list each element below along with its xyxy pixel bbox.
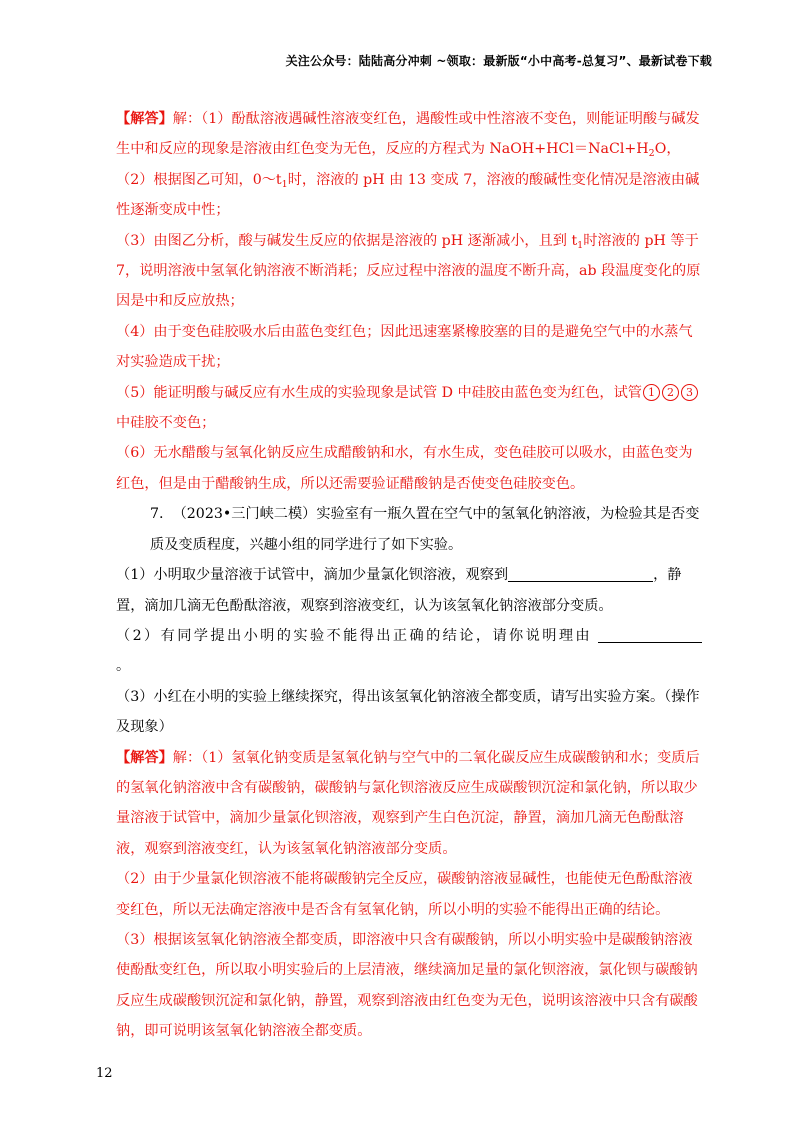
answer-blank-1[interactable] bbox=[508, 565, 653, 582]
answer6-paragraph-2: （2）根据图乙可知，$0\sim t_1$时，溶液的 pH 由 13 变成 7，溶液的酸碱性变化情况是溶液由碱性逐渐变成中性； bbox=[116, 171, 700, 219]
answer7-paragraph-2: （2）由于少量氯化钡溶液不能将碳酸钠完全反应，碳酸钠溶液显碱性，也能使无色酚酞溶液变红色，所以无法确定溶液中是否含有氢氧化钠，所以小明的实验不能得出正确的结论。 bbox=[116, 871, 693, 918]
answer-tag: 【解答】 bbox=[116, 749, 173, 766]
answer7-paragraph-3: （3）根据该氢氧化钠溶液全都变质，即溶液中只含有碳酸钠，所以小明实验中是碳酸钠溶液使酚酞变红色，所以取小明实验后的上层清液，继续滴加足量的氯化钡溶液，氯化钡与碳酸钠反应生成碳酸钡沉淀和氯化钠，静置，观察到溶液由红色变为无色，说明该溶液中只含有碳酸钠，即可说明该氢氧化钠溶液全都变质。 bbox=[116, 931, 698, 1040]
answer-section-7 bbox=[116, 743, 702, 1047]
question7-part-1: （1）小明取少量溶液于试管中，滴加少量氯化钡溶液，观察到 ，静置，滴加几滴无色酚酞溶液，观察到溶液变红，认为该氢氧化钠溶液部分变质。 bbox=[116, 567, 682, 614]
question7-part-2-end: 。 bbox=[116, 658, 131, 675]
answer6-paragraph-3: （3）由图乙分析，酸与碱发生反应的依据是溶液的 pH 逐渐减小，且到 $t_1$时溶液的 pH 等于 7，说明溶液中氢氧化钠溶液不断消耗；反应过程中溶液的温度不断升高，ab 段温度变化的原因是中和反应放热； bbox=[116, 232, 701, 310]
question7-intro: 7. （2023•三门峡二模）实验室有一瓶久置在空气中的氢氧化钠溶液，为检验其是否变质及变质程度，兴趣小组的同学进行了如下实验。 bbox=[150, 506, 700, 553]
circled-number-2: 2 bbox=[662, 384, 679, 401]
page-number: 12 bbox=[96, 1066, 113, 1081]
circled-number-3: 3 bbox=[681, 384, 698, 401]
question7-part-2: （2）有同学提出小明的实验不能得出正确的结论，请你说明理由 bbox=[116, 621, 702, 651]
answer6-paragraph-5: （5）能证明酸与碱反应有水生成的实验现象是试管 D 中硅胶由蓝色变为红色，试管 1 2 3中硅胶不变色； bbox=[116, 378, 702, 439]
answer7-paragraph-1: 【解答】解：（1）氢氧化钠变质是氢氧化钠与空气中的二氧化碳反应生成碳酸钠和水；变质后的氢氧化钠溶液中含有碳酸钠，碳酸钠与氯化钡溶液反应生成碳酸钡沉淀和氯化钠，所以取少量溶液于试管中，滴加少量氯化钡溶液，观察到产生白色沉淀，静置，滴加几滴无色酚酞溶液，观察到溶液变红，认为该氢氧化钠溶液部分变质。 bbox=[116, 749, 700, 857]
question7-part-3: （3）小红在小明的实验上继续探究，得出该氢氧化钠溶液全都变质，请写出实验方案。（操作及现象） bbox=[116, 688, 700, 736]
answer-tag: 【解答】 bbox=[116, 111, 173, 127]
question-7 bbox=[116, 499, 702, 742]
answer6-paragraph-4: （4）由于变色硅胶吸水后由蓝色变红色；因此迅速塞紧橡胶塞的目的是避免空气中的水蒸气对实验造成干扰； bbox=[116, 323, 693, 371]
page-content bbox=[116, 104, 702, 1047]
answer6-paragraph-6: （6）无水醋酸与氢氧化钠反应生成醋酸钠和水，有水生成，变色硅胶可以吸水，由蓝色变为红色，但是由于醋酸钠生成，所以还需要验证醋酸钠是否使变色硅胶变色。 bbox=[116, 445, 693, 492]
circled-number-1: 1 bbox=[643, 384, 660, 401]
answer6-paragraph-1: 【解答】解：（1）酚酞溶液遇碱性溶液变红色，遇酸性或中性溶液不变色，则能证明酸与碱发生中和反应的现象是溶液由红色变为无色，反应的方程式为 $NaOH+HCl=NaCl+H_2O$， bbox=[116, 111, 700, 160]
answer-blank-2[interactable] bbox=[598, 626, 702, 643]
question-number: 7. bbox=[150, 506, 164, 523]
page-header: 关注公众号：陆陆高分冲刺 ~领取：最新版“小中高考-总复习”、最新试卷下载 bbox=[285, 54, 712, 68]
answer-section-6 bbox=[116, 104, 702, 499]
